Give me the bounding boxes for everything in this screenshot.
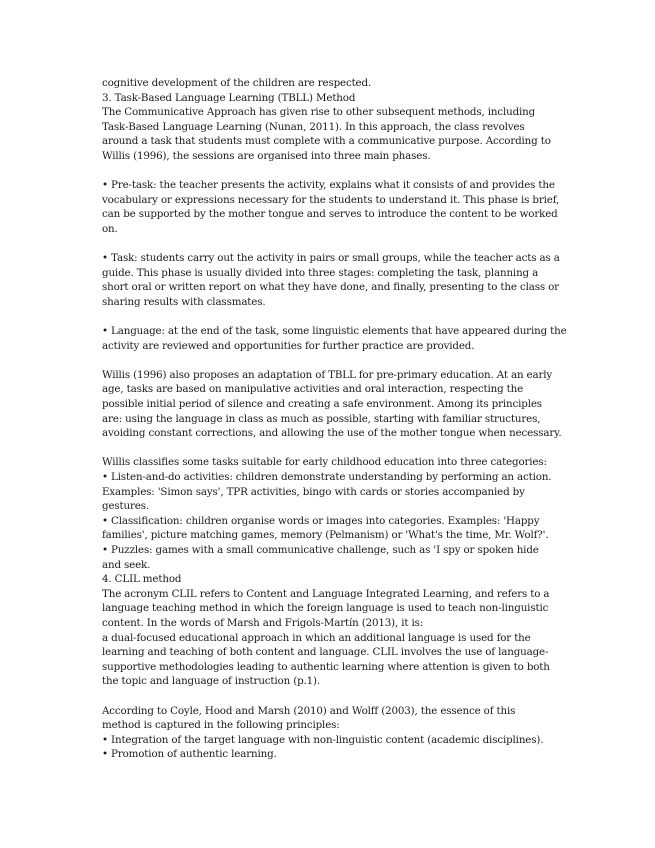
text-line: families', picture matching games, memory (Pelmanism) or 'What's the time, Mr. Wolf?'. bbox=[102, 529, 549, 542]
text-line: short oral or written report on what they have done, and finally, presenting to the class or bbox=[102, 281, 559, 294]
bullet-language: • Language: at the end of the task, some linguistic elements that have appeared during the bbox=[102, 325, 567, 338]
section-heading-tbll: 3. Task-Based Language Learning (TBLL) Method bbox=[102, 91, 356, 104]
text-line: can be supported by the mother tongue and serves to introduce the content to be worked bbox=[102, 208, 558, 221]
bullet-classification: • Classification: children organise words or images into categories. Examples: 'Happy bbox=[102, 514, 540, 527]
paragraph-gap bbox=[102, 353, 554, 368]
text-line: possible initial period of silence and creating a safe environment. Among its principles bbox=[102, 398, 542, 411]
paragraph-gap bbox=[102, 310, 554, 325]
text-line: cognitive development of the children are respected. bbox=[102, 77, 372, 89]
text-line: vocabulary or expressions necessary for the students to understand it. This phase is brief, bbox=[102, 193, 560, 206]
text-line: Willis (1996) also proposes an adaptation of TBLL for pre-primary education. At an early bbox=[102, 368, 553, 381]
bullet-task: • Task: students carry out the activity in pairs or small groups, while the teacher acts as a bbox=[102, 252, 560, 265]
section-heading-clil: 4. CLIL method bbox=[102, 573, 182, 586]
text-line: on. bbox=[102, 222, 118, 235]
quote-line: a dual-focused educational approach in which an additional language is used for the bbox=[102, 631, 531, 644]
document-page bbox=[102, 76, 567, 762]
text-line: method is captured in the following principles: bbox=[102, 719, 340, 732]
text-line: According to Coyle, Hood and Marsh (2010) and Wolff (2003), the essence of this bbox=[102, 704, 516, 717]
text-line: around a task that students must complete with a communicative purpose. According to bbox=[102, 135, 551, 148]
text-line: guide. This phase is usually divided into three stages: completing the task, planning a bbox=[102, 266, 539, 279]
paragraph-gap bbox=[102, 689, 554, 704]
bullet-authentic-learning: • Promotion of authentic learning. bbox=[102, 748, 277, 761]
text-line: content. In the words of Marsh and Frigols-Martín (2013), it is: bbox=[102, 616, 424, 629]
bullet-integration: • Integration of the target language with non-linguistic content (academic disciplines). bbox=[102, 733, 544, 746]
text-line: gestures. bbox=[102, 500, 149, 513]
text-line: Willis (1996), the sessions are organised into three main phases. bbox=[102, 149, 431, 162]
bullet-puzzles: • Puzzles: games with a small communicative challenge, such as 'I spy or spoken hide bbox=[102, 544, 539, 556]
text-line: Willis classifies some tasks suitable for early childhood education into three categories: bbox=[102, 456, 547, 469]
text-line: Task-Based Language Learning (Nunan, 2011). In this approach, the class revolves bbox=[102, 120, 525, 133]
quote-line: the topic and language of instruction (p.1). bbox=[102, 675, 321, 688]
bullet-pre-task: • Pre-task: the teacher presents the activity, explains what it consists of and provides the bbox=[102, 179, 555, 192]
quote-line: learning and teaching of both content and language. CLIL involves the use of language- bbox=[102, 646, 549, 659]
text-line: activity are reviewed and opportunities for further practice are provided. bbox=[102, 339, 475, 352]
paragraph-gap bbox=[102, 237, 554, 252]
bullet-listen-and-do: • Listen-and-do activities: children demonstrate understanding by performing an action. bbox=[102, 471, 552, 484]
text-line: avoiding constant corrections, and allowing the use of the mother tongue when necessary. bbox=[102, 427, 562, 440]
text-line: The acronym CLIL refers to Content and Language Integrated Learning, and refers to a bbox=[102, 587, 550, 600]
paragraph-gap bbox=[102, 164, 554, 179]
text-line: and seek. bbox=[102, 558, 151, 571]
text-line: are: using the language in class as much as possible, starting with familiar structures, bbox=[102, 412, 541, 425]
text-line: The Communicative Approach has given rise to other subsequent methods, including bbox=[102, 106, 536, 119]
text-line: Examples: 'Simon says', TPR activities, bingo with cards or stories accompanied by bbox=[102, 485, 525, 498]
text-line: age, tasks are based on manipulative activities and oral interaction, respecting the bbox=[102, 383, 524, 396]
text-line: sharing results with classmates. bbox=[102, 295, 266, 308]
quote-line: supportive methodologies leading to authentic learning where attention is given to both bbox=[102, 660, 550, 673]
paragraph-gap bbox=[102, 441, 554, 456]
text-line: language teaching method in which the foreign language is used to teach non-linguistic bbox=[102, 602, 549, 615]
